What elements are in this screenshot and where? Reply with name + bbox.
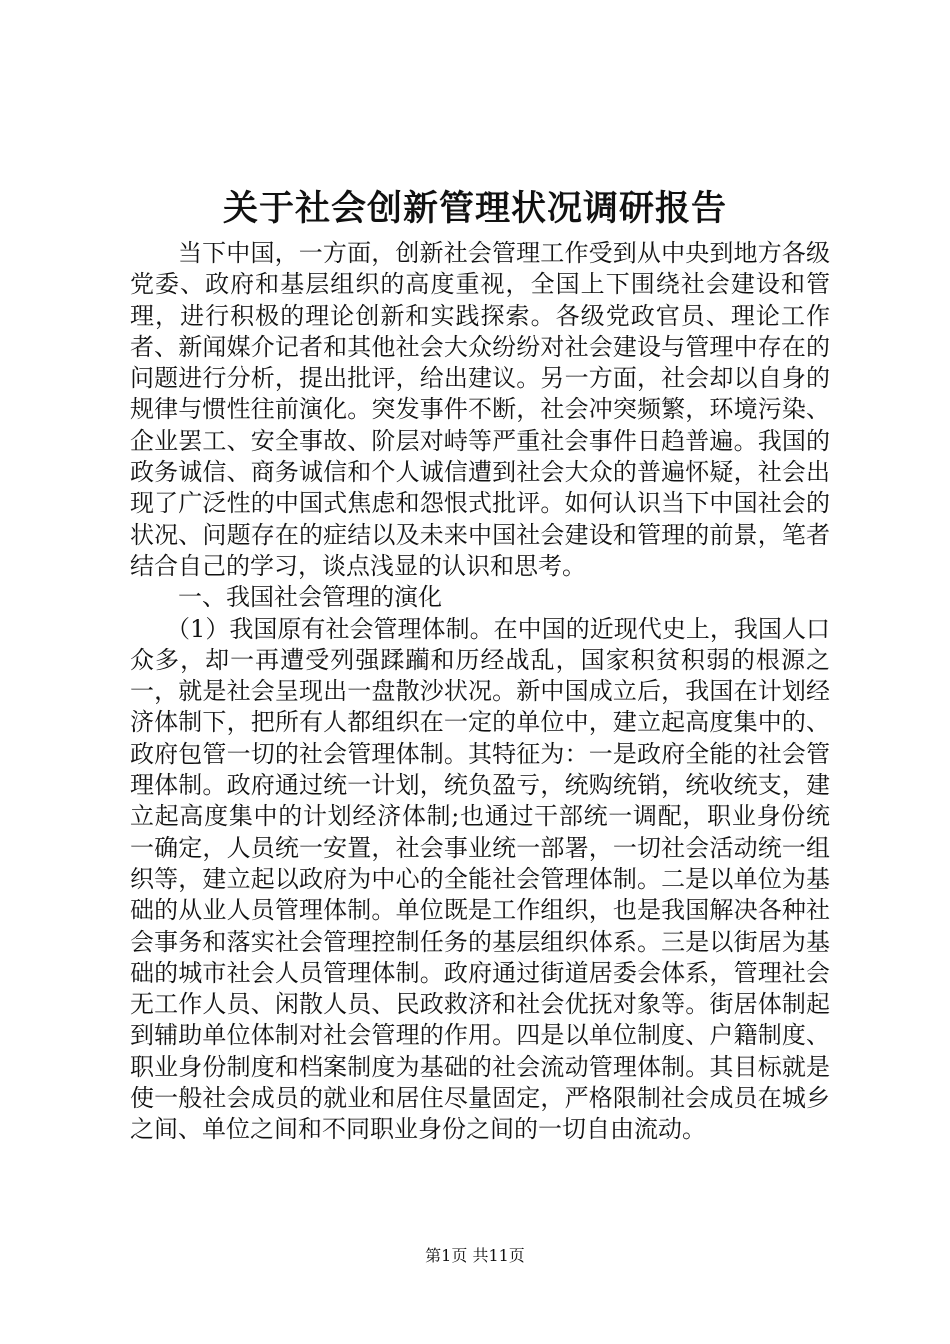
subsection-paragraph: （1）我国原有社会管理体制。在中国的近现代史上，我国人口众多，却一再遭受列强蹂躏和历经战乱，国家积贫积弱的根源之一，就是社会呈现出一盘散沙状况。新中国成立后，我国在计划经济体制下，把所有人都组织在一定的单位中，建立起高度集中的、政府包管一切的社会管理体制。其特征为：一是政府全能的社会管理体制。政府通过统一计划，统负盈亏，统购统销，统收统支，建立起高度集中的计划经济体制;也通过干部统一调配，职业身份统一确定，人员统一安置，社会事业统一部署，一切社会活动统一组织等，建立起以政府为中心的全能社会管理体制。二是以单位为基础的从业人员管理体制。单位既是工作组织，也是我国解决各种社会事务和落实社会管理控制任务的基层组织体系。三是以街居为基础的城市社会人员管理体制。政府通过街道居委会体系，管理社会无工作人员、闲散人员、民政救济和社会优抚对象等。街居体制起到辅助单位体制对社会管理的作用。四是以单位制度、户籍制度、职业身份制度和档案制度为基础的社会流动管理体制。其目标就是使一般社会成员的就业和居住尽量固定，严格限制社会成员在城乡之间、单位之间和不同职业身份之间的一切自由流动。 [130,614,830,1144]
document-body [130,238,830,1146]
section-heading: 一、我国社会管理的演化 [178,583,442,612]
intro-paragraph: 当下中国，一方面，创新社会管理工作受到从中央到地方各级党委、政府和基层组织的高度重视，全国上下围绕社会建设和管理，进行积极的理论创新和实践探索。各级党政官员、理论工作者、新闻媒介记者和其他社会大众纷纷对社会建设与管理中存在的问题进行分析，提出批评，给出建议。另一方面，社会却以自身的规律与惯性往前演化。突发事件不断，社会冲突频繁，环境污染、企业罢工、安全事故、阶层对峙等严重社会事件日趋普遍。我国的政务诚信、商务诚信和个人诚信遭到社会大众的普遍怀疑，社会出现了广泛性的中国式焦虑和怨恨式批评。如何认识当下中国社会的状况、问题存在的症结以及未来中国社会建设和管理的前景，笔者结合自己的学习，谈点浅显的认识和思考。 [130,239,830,580]
page-footer: 第1页 共11页 [425,1246,525,1265]
document-title: 关于社会创新管理状况调研报告 [222,188,727,229]
